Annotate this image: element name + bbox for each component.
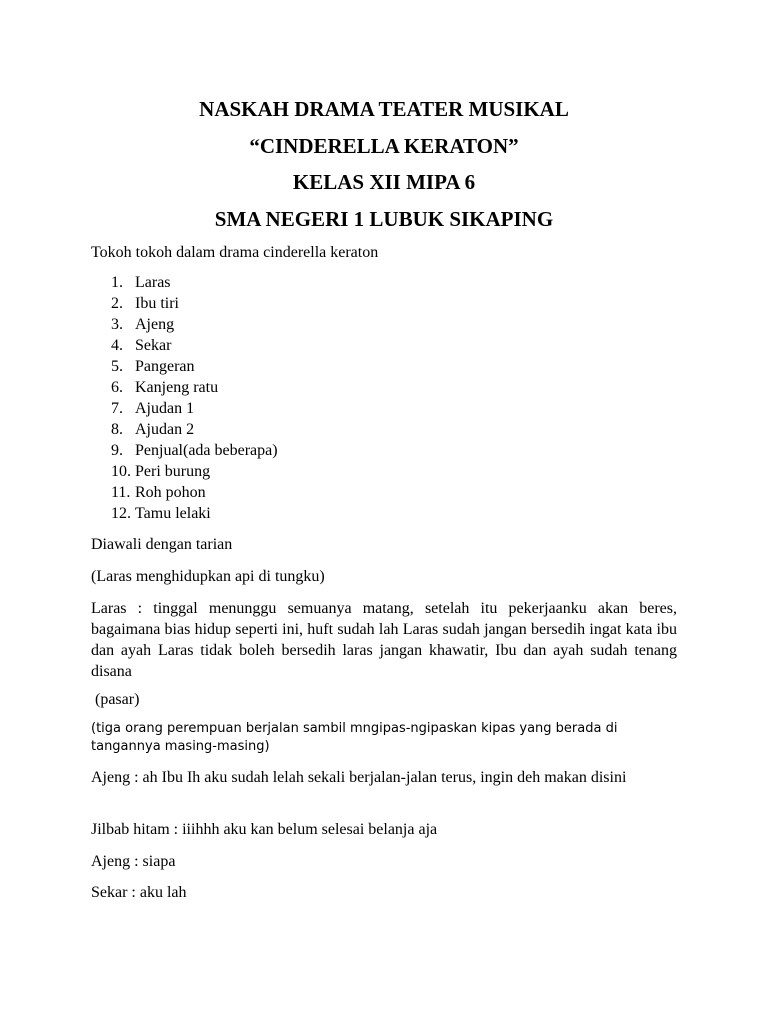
list-item-number: 6. <box>111 379 123 396</box>
list-item-number: 3. <box>111 316 123 333</box>
cast-intro: Tokoh tokoh dalam drama cinderella keraton <box>91 244 379 261</box>
dialogue-sekar: Sekar : aku lah <box>91 884 187 901</box>
list-item-number: 1. <box>111 274 123 291</box>
list-item-label: Kanjeng ratu <box>135 379 219 396</box>
document-page <box>91 0 677 1024</box>
opening-note: Diawali dengan tarian <box>91 536 233 553</box>
list-item-number: 7. <box>111 400 123 417</box>
list-item-label: Laras <box>135 274 171 291</box>
list-item-label: Ajudan 1 <box>135 400 195 417</box>
dialogue-ajeng-2: Ajeng : siapa <box>91 853 176 870</box>
list-item-label: Pangeran <box>135 358 195 375</box>
list-item-label: Sekar <box>135 337 172 354</box>
list-item-number: 4. <box>111 337 123 354</box>
list-item-number: 9. <box>111 442 123 459</box>
title-line-1: NASKAH DRAMA TEATER MUSIKAL <box>199 97 569 121</box>
list-item-number: 2. <box>111 295 123 312</box>
list-item-label: Roh pohon <box>135 484 206 501</box>
stage-direction-women: (tiga orang perempuan berjalan sambil mngipas-ngipaskan kipas yang berada di tangannya masing-masing) <box>91 721 618 754</box>
list-item-label: Ajeng <box>135 316 175 333</box>
list-item-label: Ibu tiri <box>135 295 179 312</box>
list-item-label: Peri burung <box>135 463 211 480</box>
dialogue-jilbab-hitam: Jilbab hitam : iiihhh aku kan belum selesai belanja aja <box>91 821 438 838</box>
dialogue-ajeng-1: Ajeng : ah Ibu Ih aku sudah lelah sekali berjalan-jalan terus, ingin deh makan disini <box>91 769 627 786</box>
title-line-3: KELAS XII MIPA 6 <box>292 170 476 194</box>
stage-direction-fire: (Laras menghidupkan api di tungku) <box>91 568 325 585</box>
list-item-number: 8. <box>111 421 123 438</box>
scene-heading-market: (pasar) <box>91 691 140 708</box>
list-item-label: Ajudan 2 <box>135 421 195 438</box>
list-item-number: 11. <box>111 484 131 501</box>
list-item-number: 10. <box>111 463 131 480</box>
title-line-2: “CINDERELLA KERATON” <box>249 134 519 158</box>
list-item-label: Tamu lelaki <box>135 505 211 522</box>
list-item-number: 12. <box>111 505 131 522</box>
list-item-label: Penjual(ada beberapa) <box>135 442 278 459</box>
title-line-4: SMA NEGERI 1 LUBUK SIKAPING <box>214 207 554 231</box>
list-item-number: 5. <box>111 358 123 375</box>
dialogue-laras: Laras : tinggal menunggu semuanya matang, setelah itu pekerjaanku akan beres, bagaimana bias hidup seperti ini, huft sudah lah Laras sudah jangan bersedih ingat kata ibu dan ayah Laras tidak boleh bersedih laras jangan khawatir, Ibu dan ayah sudah tenang disana <box>91 600 677 680</box>
